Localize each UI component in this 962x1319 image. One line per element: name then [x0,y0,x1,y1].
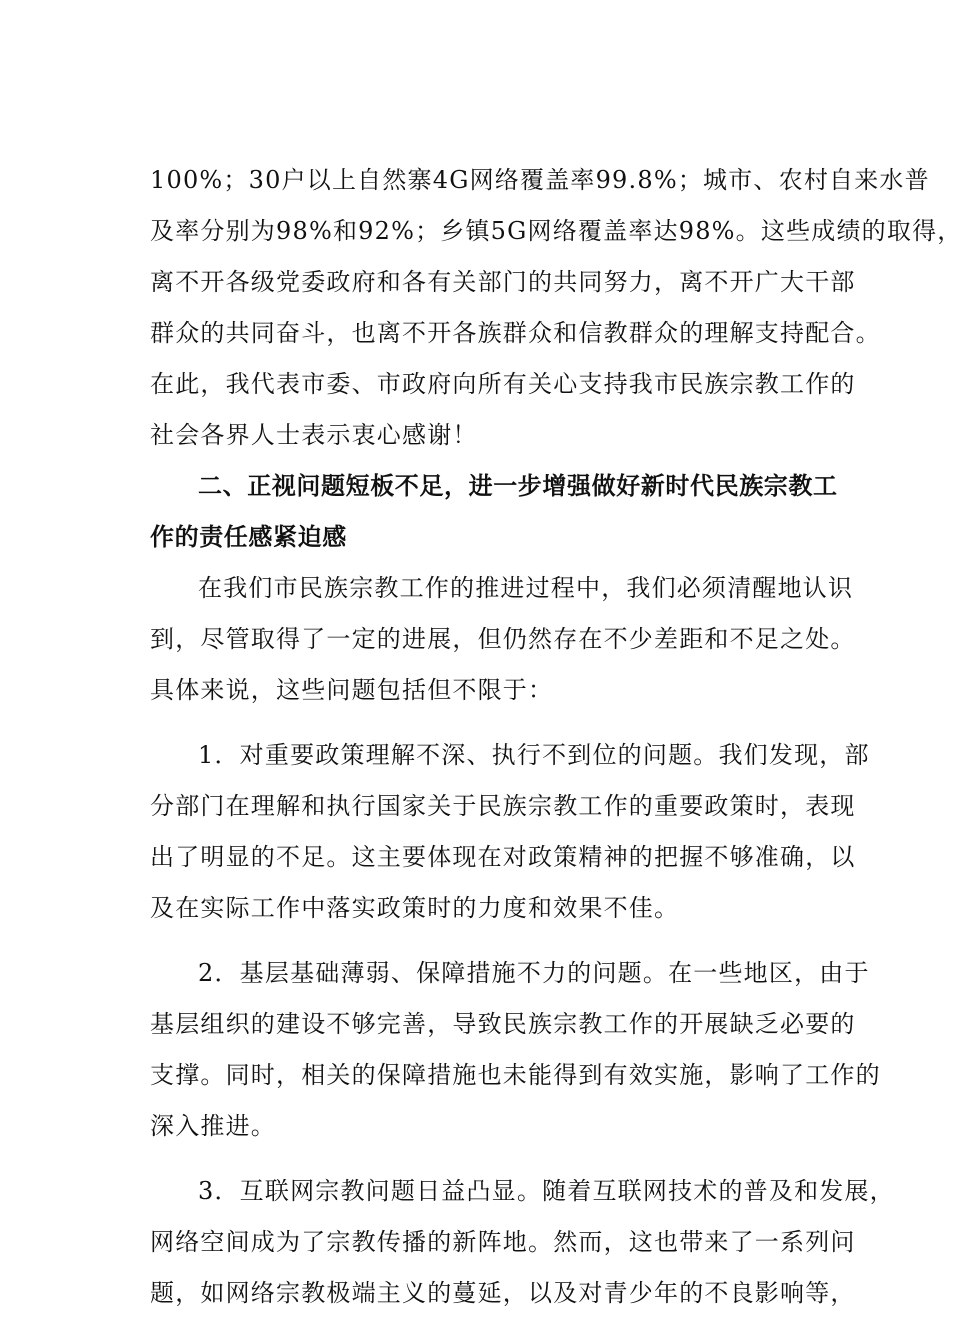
text-line: 具体来说，这些问题包括但不限于： [150,676,554,704]
text-line: 及在实际工作中落实政策时的力度和效果不佳。 [150,894,680,922]
list-item-3 [150,1166,895,1319]
spacer [150,1152,800,1166]
text-line: 深入推进。 [150,1112,276,1140]
text-line: 离不开各级党委政府和各有关部门的共同努力，离不开广大干部 [150,268,856,296]
paragraph-achievements [150,155,962,461]
text-line: 支撑。同时，相关的保障措施也未能得到有效实施，影响了工作的 [150,1061,881,1089]
heading-line: 二、正视问题短板不足，进一步增强做好新时代民族宗教工 [198,472,838,500]
text-line: 及率分别为98%和92%；乡镇5G网络覆盖率达98%。这些成绩的取得， [150,217,962,245]
text-line: 题，如网络宗教极端主义的蔓延，以及对青少年的不良影响等， [150,1279,856,1307]
paragraph-intro [150,563,856,716]
list-item-2 [150,948,881,1152]
text-line: 出了明显的不足。这主要体现在对政策精神的把握不够准确，以 [150,843,856,871]
spacer [150,716,800,730]
text-line: 3．互联网宗教问题日益凸显。随着互联网技术的普及和发展， [198,1177,895,1205]
text-line: 社会各界人士表示衷心感谢！ [150,421,478,449]
text-line: 在我们市民族宗教工作的推进过程中，我们必须清醒地认识 [198,574,854,602]
text-line: 群众的共同奋斗，也离不开各族群众和信教群众的理解支持配合。 [150,319,881,347]
heading-line: 作的责任感紧迫感 [150,523,347,551]
list-item-1 [150,730,870,934]
text-line: 1．对重要政策理解不深、执行不到位的问题。我们发现，部 [198,741,870,769]
text-line: 到，尽管取得了一定的进展，但仍然存在不少差距和不足之处。 [150,625,856,653]
text-line: 基层组织的建设不够完善，导致民族宗教工作的开展缺乏必要的 [150,1010,856,1038]
section-heading [150,461,838,563]
spacer [150,934,800,948]
text-line: 分部门在理解和执行国家关于民族宗教工作的重要政策时，表现 [150,792,856,820]
text-line: 在此，我代表市委、市政府向所有关心支持我市民族宗教工作的 [150,370,856,398]
text-line: 100%；30户以上自然寨4G网络覆盖率99.8%；城市、农村自来水普 [150,166,930,194]
text-line: 2．基层基础薄弱、保障措施不力的问题。在一些地区，由于 [198,959,870,987]
document-body [150,155,962,1319]
text-line: 网络空间成为了宗教传播的新阵地。然而，这也带来了一系列问 [150,1228,856,1256]
